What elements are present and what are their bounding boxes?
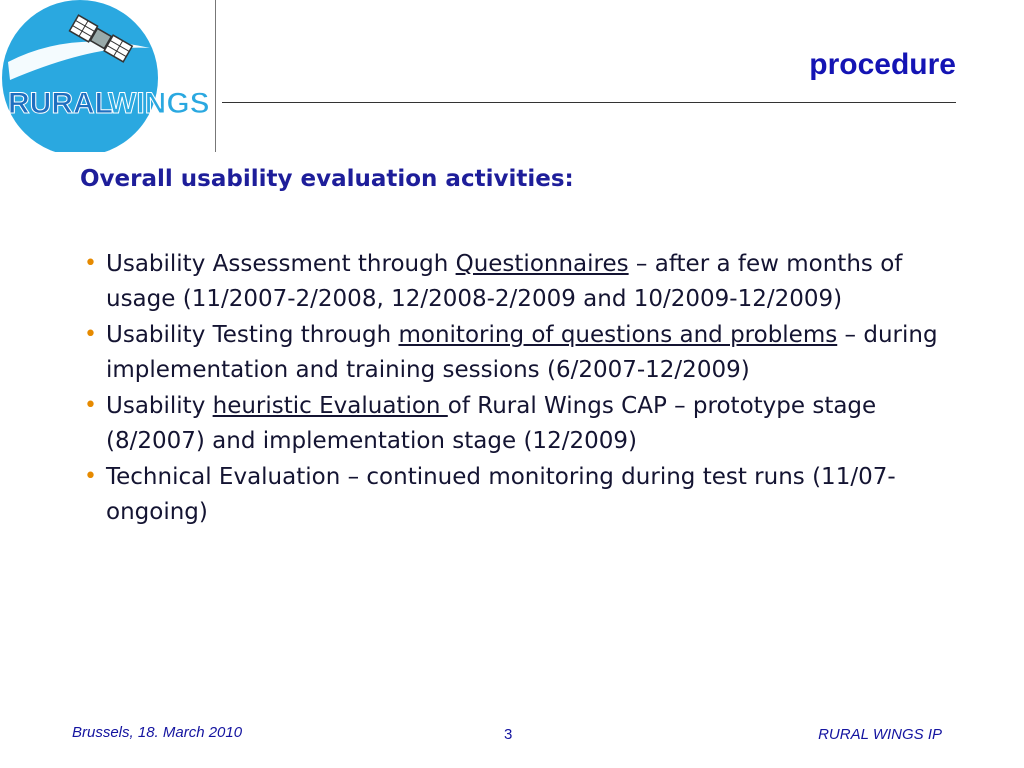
footer-date: Brussels, 18. March 2010 — [72, 724, 243, 741]
list-item — [84, 460, 964, 529]
bullet-text: – during implementation and training sessions (6/2007-12/2009) — [106, 322, 938, 383]
bullet-icon: • — [84, 393, 97, 418]
list-item — [84, 247, 964, 316]
bullet-text: Usability — [106, 393, 213, 419]
slide-title: procedure — [809, 48, 956, 81]
brand-text-wings: WINGS — [108, 87, 210, 120]
bullet-text: Technical Evaluation – continued monitoring during test runs (11/07- ongoing) — [106, 464, 896, 525]
bullet-icon: • — [84, 464, 97, 489]
section-heading: Overall usability evaluation activities: — [80, 166, 574, 192]
bullet-icon: • — [84, 322, 97, 347]
bullet-text: Usability Testing through — [106, 322, 399, 348]
logo — [0, 0, 216, 152]
bullet-list — [84, 247, 964, 531]
bullet-text: Usability Assessment through — [106, 251, 456, 277]
list-item — [84, 389, 964, 458]
list-item — [84, 318, 964, 387]
link-heuristic-evaluation[interactable]: heuristic Evaluation — [212, 393, 448, 419]
bullet-icon: • — [84, 251, 97, 276]
title-divider — [222, 102, 956, 103]
page-number: 3 — [504, 726, 513, 743]
ruralwings-logo-graphic — [0, 0, 215, 152]
brand-text-rural: RURAL — [8, 87, 113, 120]
link-questionnaires[interactable]: Questionnaires — [455, 251, 629, 277]
bullet-text: – after a few months of usage (11/2007-2/2008, 12/2008-2/2009 and 10/2009-12/2009) — [106, 251, 903, 312]
bullet-text: of Rural Wings CAP – prototype stage (8/2007) and implementation stage (12/2009) — [106, 393, 877, 454]
link-monitoring[interactable]: monitoring of questions and problems — [398, 322, 838, 348]
footer-project: RURAL WINGS IP — [818, 726, 942, 743]
